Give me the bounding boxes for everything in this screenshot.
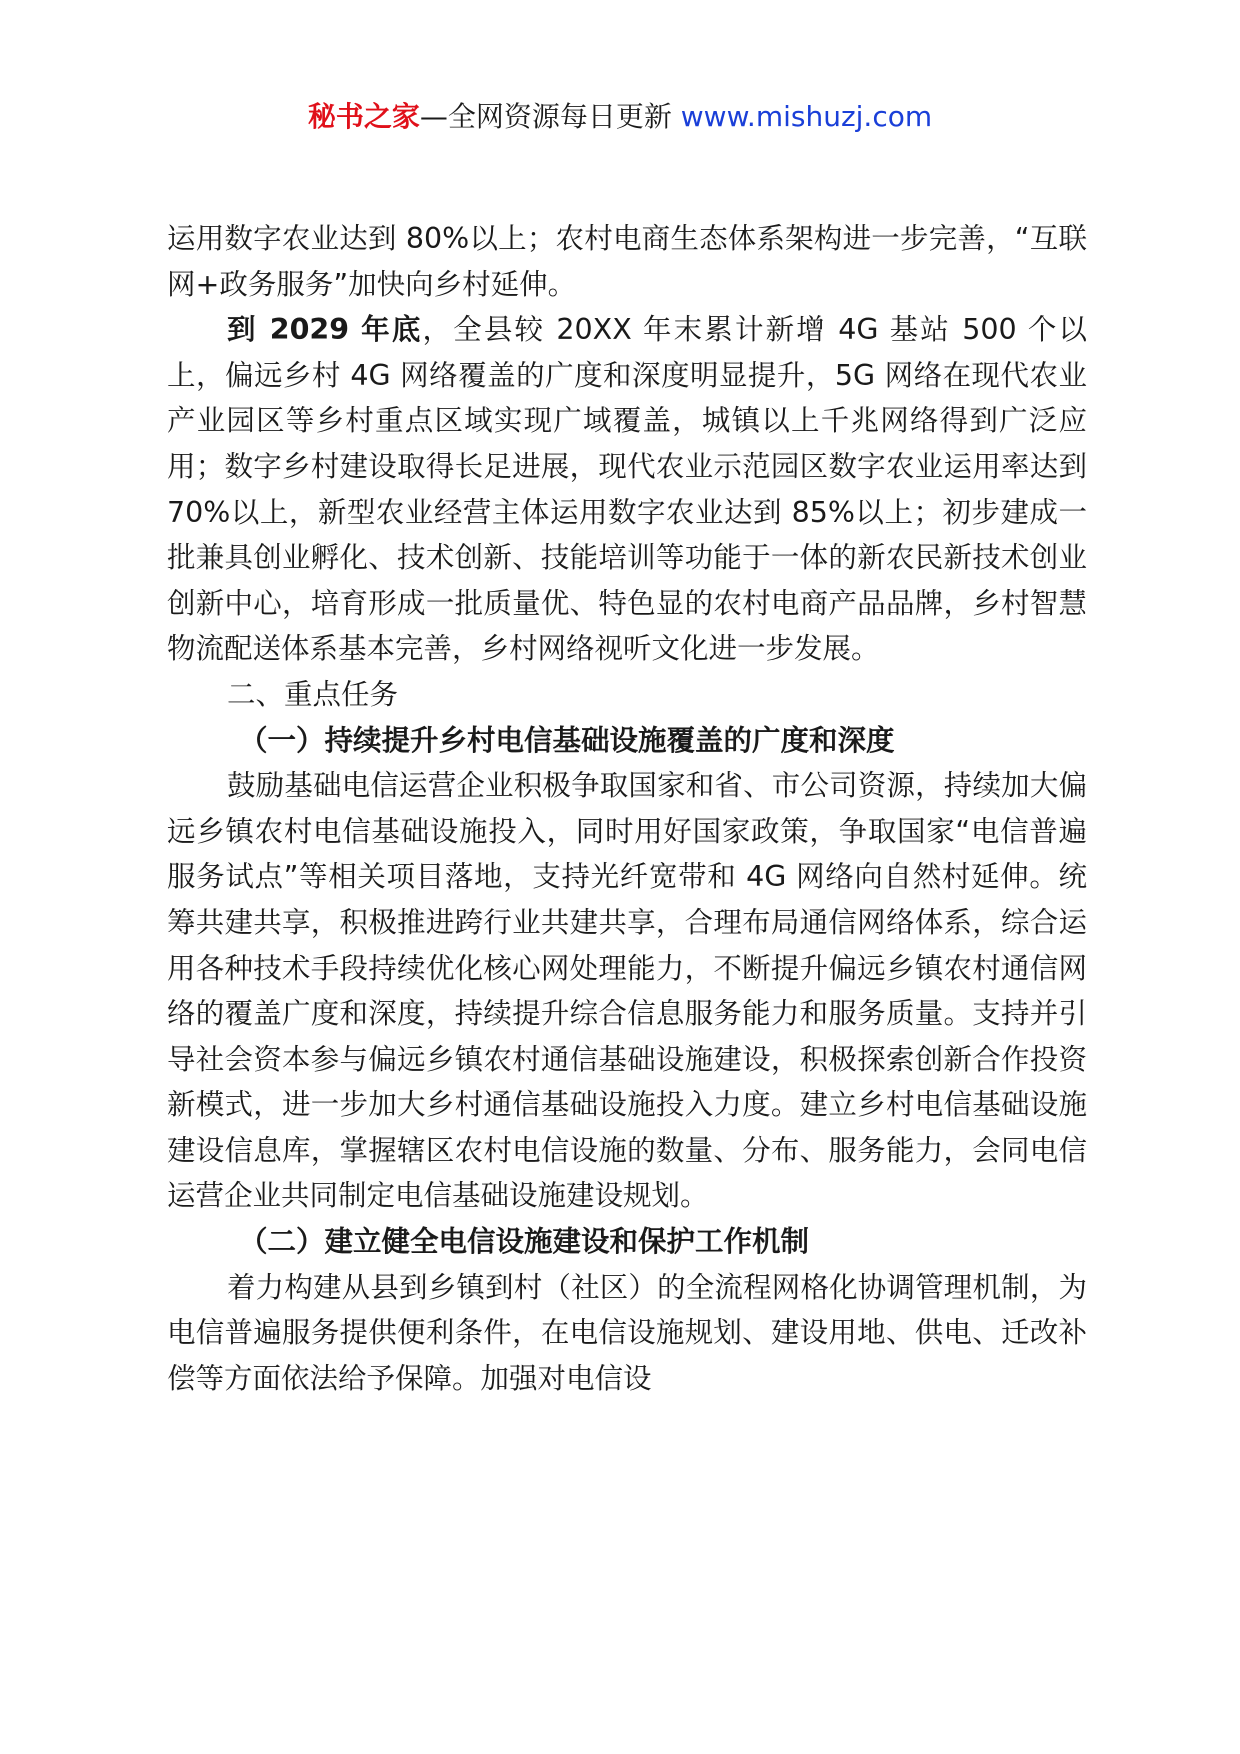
site-header (0, 99, 1240, 135)
paragraph-2029-goals (167, 307, 1087, 672)
site-tagline: —全网资源每日更新 (419, 100, 681, 133)
paragraph-body: ，全县较 20XX 年末累计新增 4G 基站 500 个以上，偏远乡村 4G 网络覆盖的广度和深度明显提升，5G 网络在现代农业产业园区等乡村重点区域实现广域覆盖，城镇以上千兆网络得到广泛应用；数字乡村建设取得长足进展，现代农业示范园区数字农业运用率达到 70%以上，新型农业经营主体运用数字农业达到 85%以上；初步建成一批兼具创业孵化、技术创新、技能培训等功能于一体的新农民新技术创业创新中心，培育形成一批质量优、特色显的农村电商产品品牌，乡村智慧物流配送体系基本完善，乡村网络视听文化进一步发展。 (167, 313, 1087, 666)
paragraph-lead-bold: 到 2029 年底 (227, 313, 423, 347)
subsection-heading-2: （二）建立健全电信设施建设和保护工作机制 (239, 1225, 810, 1259)
paragraph-continued: 运用数字农业达到 80%以上；农村电商生态体系架构进一步完善，“互联网+政务服务”加快向乡村延伸。 (167, 222, 1087, 301)
paragraph-subsection-2: 着力构建从县到乡镇到村（社区）的全流程网格化协调管理机制，为电信普遍服务提供便利条件，在电信设施规划、建设用地、供电、迁改补偿等方面依法给予保障。加强对电信设 (167, 1270, 1087, 1395)
site-brand: 秘书之家 (307, 100, 420, 133)
site-url-link[interactable]: www.mishuzj.com (680, 100, 933, 133)
subsection-heading-1: （一）持续提升乡村电信基础设施覆盖的广度和深度 (239, 723, 895, 757)
section-heading-key-tasks: 二、重点任务 (227, 677, 399, 711)
document-body (167, 216, 1087, 1401)
paragraph-subsection-1: 鼓励基础电信运营企业积极争取国家和省、市公司资源，持续加大偏远乡镇农村电信基础设施投入，同时用好国家政策，争取国家“电信普遍服务试点”等相关项目落地，支持光纤宽带和 4G 网络向自然村延伸。统筹共建共享，积极推进跨行业共建共享，合理布局通信网络体系，综合运用各种技术手段持续优化核心网处理能力，不断提升偏远乡镇农村通信网络的覆盖广度和深度，持续提升综合信息服务能力和服务质量。支持并引导社会资本参与偏远乡镇农村通信基础设施建设，积极探索创新合作投资新模式，进一步加大乡村通信基础设施投入力度。建立乡村电信基础设施建设信息库，掌握辖区农村电信设施的数量、分布、服务能力，会同电信运营企业共同制定电信基础设施建设规划。 (167, 769, 1087, 1213)
